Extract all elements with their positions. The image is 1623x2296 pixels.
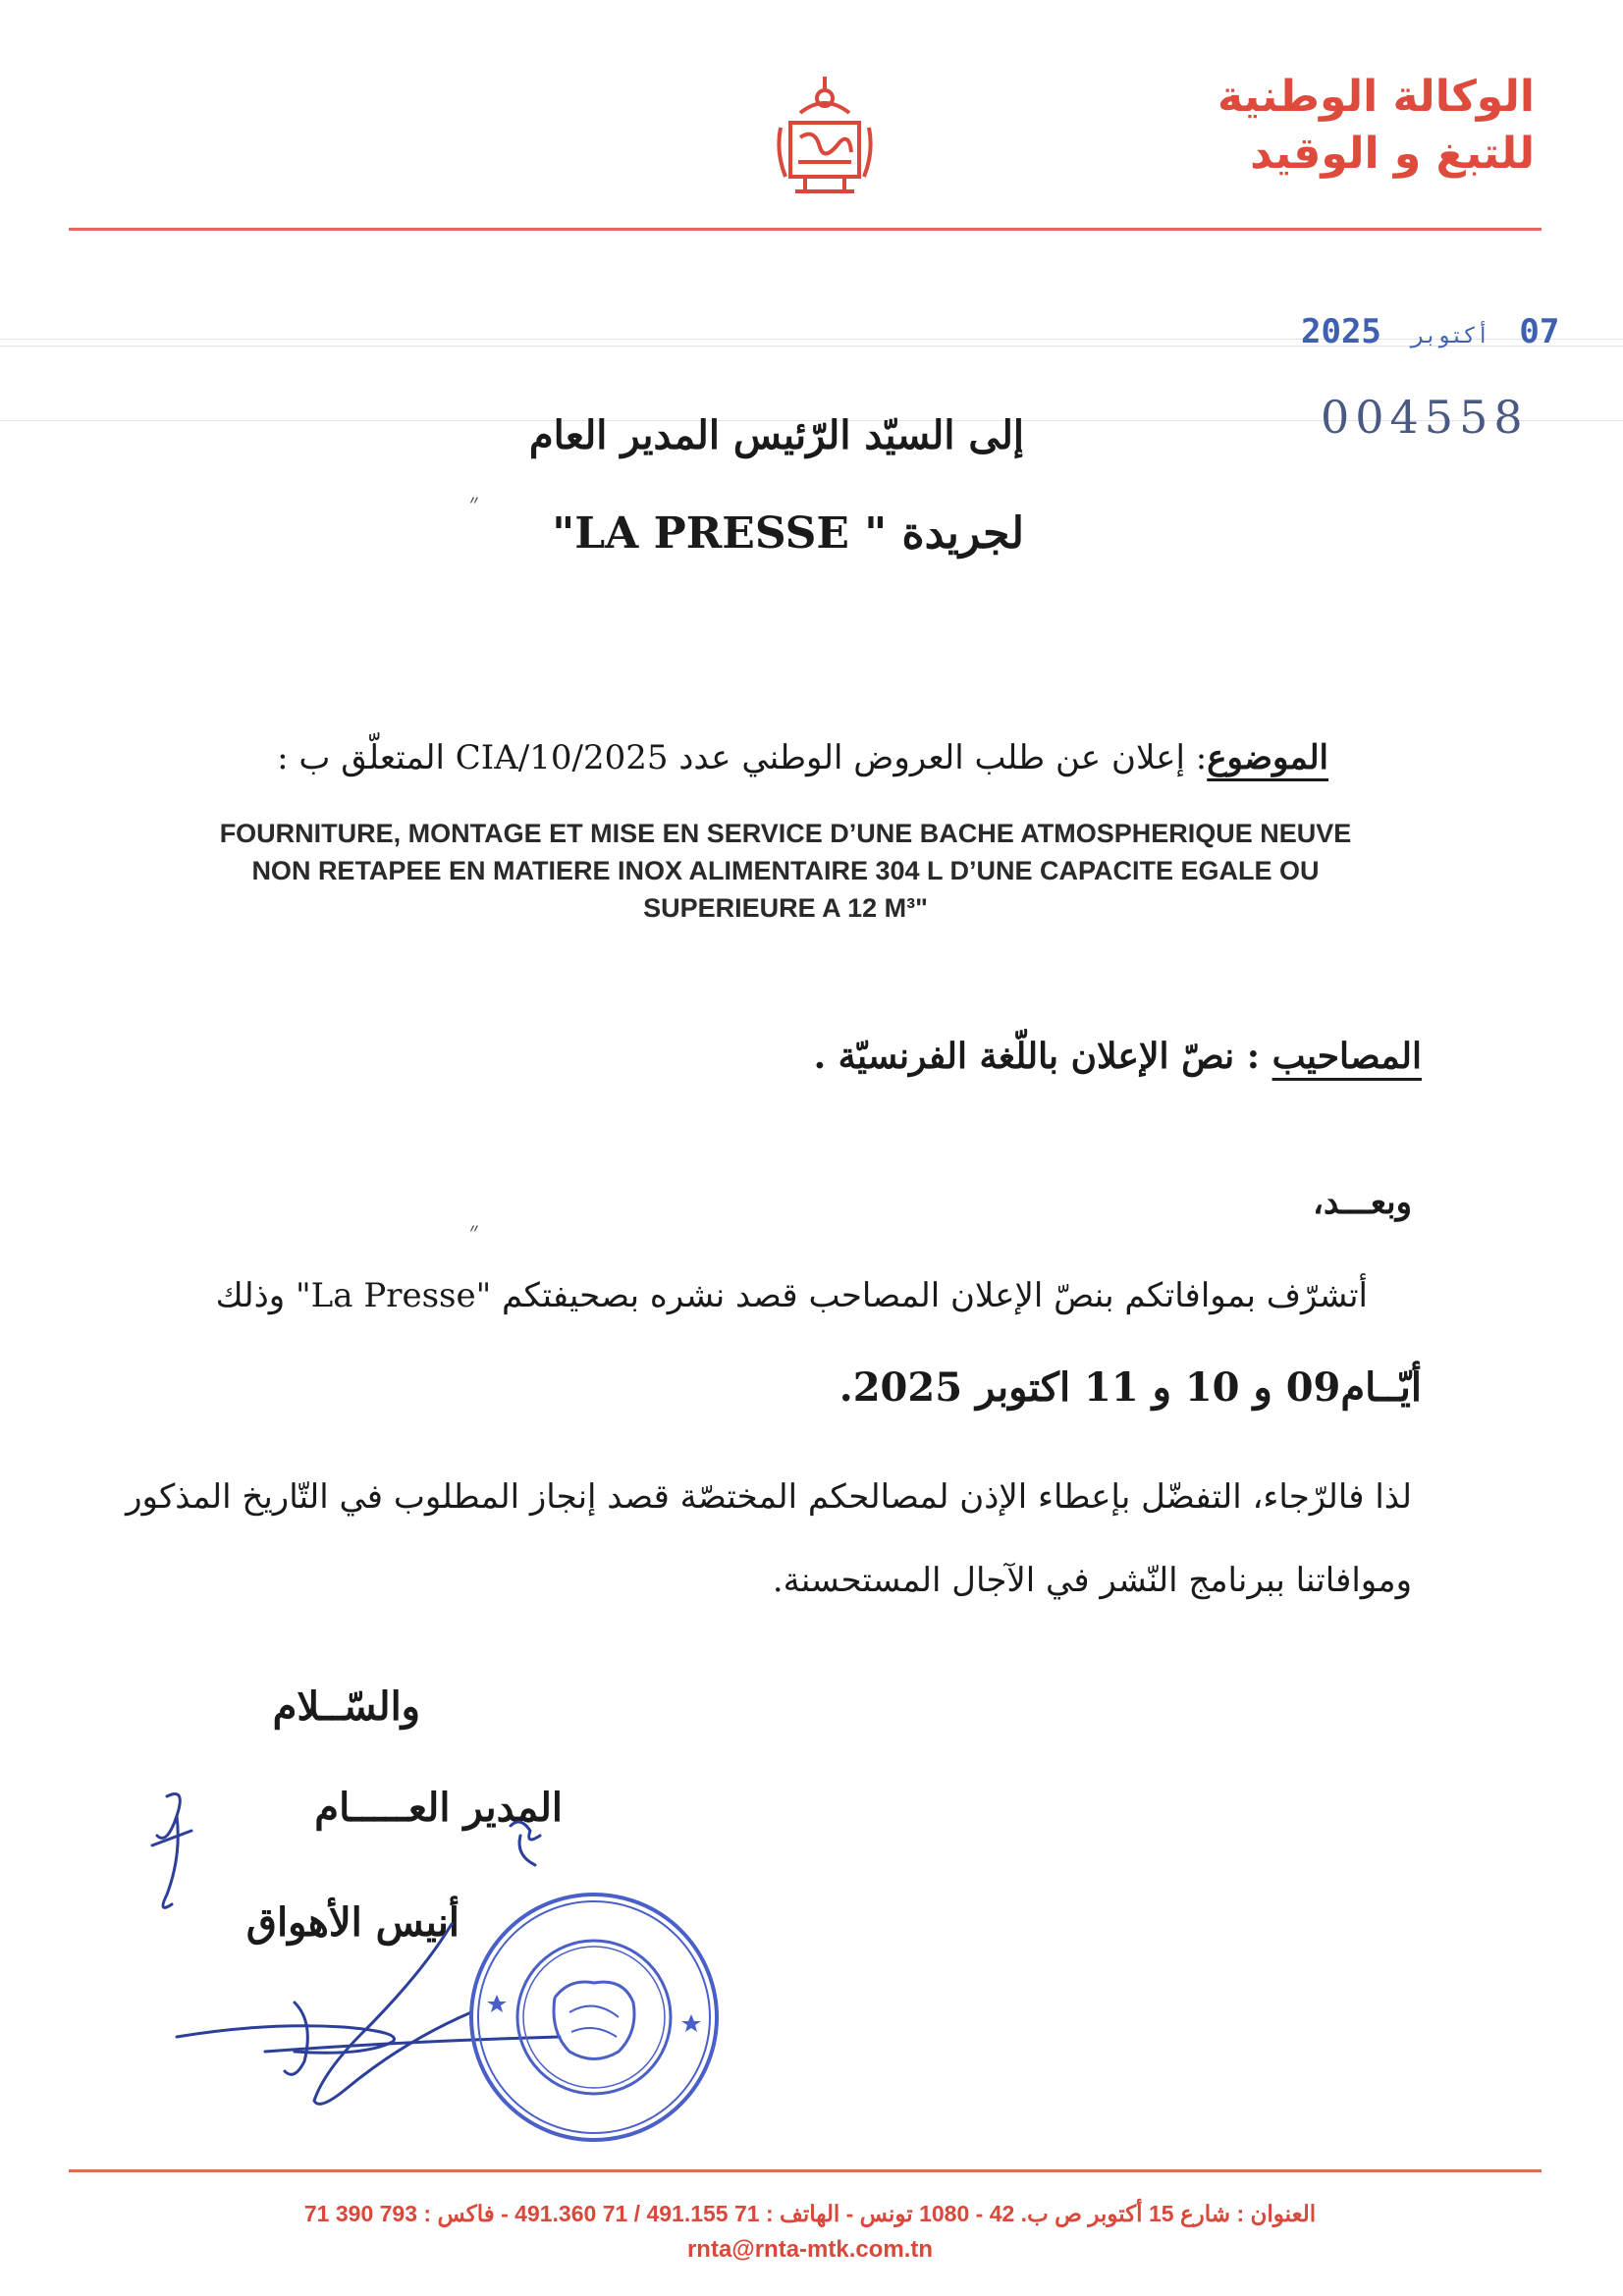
scan-mark: ״ [469,1217,479,1247]
date-stamp [1301,312,1560,351]
agency-name-line1: الوكالة الوطنية [1217,72,1535,122]
agency-name-line2: للتبغ و الوقيد [1250,129,1535,179]
agency-name [1083,69,1535,183]
subject-french-line3: SUPERIEURE A 12 M³" [643,893,928,923]
agency-logo-icon [761,69,889,206]
attachment-label: المصاحيب [1271,1036,1422,1077]
greeting: وبعـــد، [1313,1183,1412,1222]
body-paragraph-3: لذا فالرّجاء، التفضّل بإعطاء الإذن لمصالحكم المختصّة قصد إنجاز المطلوب في التّاريخ المذكور [126,1477,1412,1517]
footer-email[interactable]: rnta@rnta-mtk.com.tn [686,2236,934,2263]
subject-french [177,815,1394,927]
addressee-newspaper: لجريدة " LA PRESSE" [552,508,1024,559]
body-paragraph-4: وموافاتنا ببرنامج النّشر في الآجال المستحسنة. [772,1561,1412,1600]
body-paragraph-1: أتشرّف بموافاتكم بنصّ الإعلان المصاحب قصد نشره بصحيفتكم "La Presse" وذلك [215,1276,1368,1315]
header-divider [69,228,1542,231]
attachment-line [814,1036,1422,1077]
scan-mark: ״ [469,489,479,518]
stamp-month: أكتوبر [1411,324,1489,348]
attachment-text: : نصّ الإعلان باللّغة الفرنسيّة . [813,1036,1272,1077]
subject-line [277,738,1328,777]
official-seal [461,1885,727,2150]
footer-address: العنوان : شارع 15 أكتوبر ص ب. 42 - 1080 تونس - الهاتف : 71 491.155 / 71 491.360 - فاكس : 793 390 71 [303,2201,1317,2226]
closing-salutation: والسّــلام [272,1683,420,1730]
subject-french-line2: NON RETAPEE EN MATIERE INOX ALIMENTAIRE 304 L D’UNE CAPACITE EGALE OU [251,856,1320,885]
addressee-title: إلى السيّد الرّئيس المدير العام [528,412,1024,458]
subject-label: الموضوع [1207,738,1328,777]
signatory-name: أنيس الأهواق [245,1899,460,1946]
reference-number: 004558 [1321,391,1529,444]
subject-text: : إعلان عن طلب العروض الوطني عدد 2025/CIA/10 المتعلّق ب : [277,738,1208,777]
footer-divider [69,2169,1542,2172]
subject-french-line1: FOURNITURE, MONTAGE ET MISE EN SERVICE D’UNE BACHE ATMOSPHERIQUE NEUVE [219,819,1352,848]
signatory-title: المدير العـــــام [314,1785,563,1831]
body-paragraph-2: أيّــام09 و 10 و 11 اكتوبر 2025. [839,1364,1422,1411]
stamp-day: 07 [1519,312,1560,351]
stamp-year: 2025 [1301,312,1381,351]
